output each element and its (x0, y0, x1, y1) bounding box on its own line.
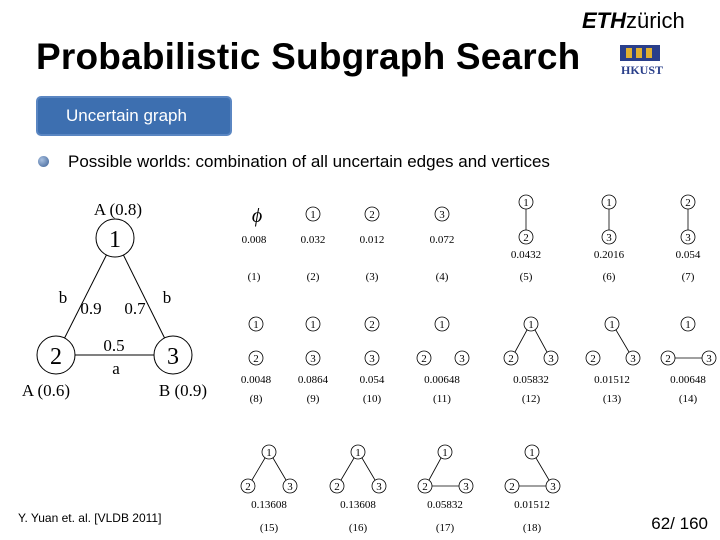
world-7-node-3-id: 3 (685, 232, 691, 244)
world-14-node-2-id: 2 (665, 353, 671, 365)
world-13-node-3-id: 3 (630, 353, 636, 365)
world-15-id: (15) (259, 522, 279, 534)
world-16-edge-1-3 (362, 458, 375, 480)
world-10-id: (10) (362, 393, 382, 405)
world-8-prob: 0.0048 (240, 374, 272, 386)
world-17-node-2-id: 2 (422, 481, 428, 493)
world-15-node-1-id: 1 (266, 447, 272, 459)
svg-text:HKUST: HKUST (620, 63, 664, 76)
world-4-prob: 0.072 (429, 234, 455, 246)
world-7-node-2-id: 2 (685, 197, 691, 209)
node-2-id: 2 (50, 344, 62, 370)
world-7-id: (7) (681, 271, 695, 283)
world-11-prob: 0.00648 (424, 374, 460, 386)
world-14-node-1-id: 1 (685, 319, 691, 331)
world-12-node-2-id: 2 (508, 353, 514, 365)
world-1-prob: 0.008 (241, 234, 267, 246)
citation: Y. Yuan et. al. [VLDB 2011] (18, 511, 162, 525)
bullet-text: Possible worlds: combination of all uncertain edges and vertices (68, 152, 550, 171)
world-3-node-2-id: 2 (369, 209, 375, 221)
world-7-prob: 0.054 (675, 249, 701, 261)
world-13-node-1-id: 1 (609, 319, 615, 331)
world-16-node-1-id: 1 (355, 447, 361, 459)
world-9-prob: 0.0864 (297, 374, 329, 386)
edge-1-3-prob: 0.7 (124, 299, 146, 318)
world-15-node-2-id: 2 (245, 481, 251, 493)
world-12-node-3-id: 3 (548, 353, 554, 365)
world-10-node-2-id: 2 (369, 319, 375, 331)
node-1-id: 1 (109, 227, 121, 253)
world-18-node-1-id: 1 (529, 447, 535, 459)
world-17-prob: 0.05832 (427, 499, 463, 511)
world-11-id: (11) (433, 393, 451, 405)
world-18-id: (18) (522, 522, 542, 534)
world-13-node-2-id: 2 (590, 353, 596, 365)
world-3-id: (3) (365, 271, 379, 283)
world-3-prob: 0.012 (359, 234, 385, 246)
world-6-id: (6) (602, 271, 616, 283)
world-2-node-1-id: 1 (310, 209, 316, 221)
world-13-prob: 0.01512 (594, 374, 630, 386)
world-5-node-2-id: 2 (523, 232, 529, 244)
world-8-node-2-id: 2 (253, 353, 259, 365)
world-11-node-1-id: 1 (439, 319, 445, 331)
world-17-id: (17) (435, 522, 455, 534)
world-18-node-2-id: 2 (509, 481, 515, 493)
world-12-node-1-id: 1 (528, 319, 534, 331)
node-3-id: 3 (167, 344, 179, 370)
world-15-prob: 0.13608 (251, 499, 287, 511)
world-18-edge-1-3 (536, 458, 549, 480)
world-5-prob: 0.0432 (510, 249, 542, 261)
world-15-edge-1-2 (252, 458, 265, 480)
slide-title: Probabilistic Subgraph Search (36, 36, 581, 77)
world-15-node-3-id: 3 (287, 481, 293, 493)
world-17-node-1-id: 1 (442, 447, 448, 459)
world-8-id: (8) (249, 393, 263, 405)
node-1-label: A (0.8) (93, 200, 143, 219)
world-10-node-3-id: 3 (369, 353, 375, 365)
world-5-id: (5) (519, 271, 533, 283)
world-16-edge-1-2 (341, 458, 354, 480)
world-12-prob: 0.05832 (513, 374, 549, 386)
world-1-id: (1) (247, 271, 261, 283)
world-14-node-3-id: 3 (706, 353, 712, 365)
world-17-edge-1-2 (429, 458, 441, 480)
world-12-edge-1-3 (535, 330, 547, 352)
world-2-id: (2) (306, 271, 320, 283)
node-2-label: A (0.6) (21, 381, 71, 400)
world-14-prob: 0.00648 (670, 374, 706, 386)
world-6-node-3-id: 3 (606, 232, 612, 244)
world-16-node-3-id: 3 (376, 481, 382, 493)
page-number: 62/ 160 (651, 514, 708, 533)
node-3-label: B (0.9) (158, 381, 208, 400)
world-18-node-3-id: 3 (550, 481, 556, 493)
world-12-id: (12) (521, 393, 541, 405)
edge-1-2-label: b (58, 288, 68, 307)
world-14-id: (14) (678, 393, 698, 405)
world-8-node-1-id: 1 (253, 319, 259, 331)
world-2-prob: 0.032 (300, 234, 326, 246)
edge-1-2-prob: 0.9 (80, 299, 102, 318)
world-10-prob: 0.054 (359, 374, 385, 386)
world-16-prob: 0.13608 (340, 499, 376, 511)
world-16-node-2-id: 2 (334, 481, 340, 493)
edge-2-3-prob: 0.5 (103, 336, 125, 355)
edge-1-3-label: b (162, 288, 172, 307)
world-9-node-1-id: 1 (310, 319, 316, 331)
world-13-edge-1-3 (616, 330, 629, 352)
section-tag: Uncertain graph (36, 96, 232, 136)
world-16-id: (16) (348, 522, 368, 534)
world-9-id: (9) (306, 393, 320, 405)
world-17-node-3-id: 3 (463, 481, 469, 493)
world-11-node-3-id: 3 (459, 353, 465, 365)
world-9-node-3-id: 3 (310, 353, 316, 365)
world-15-edge-1-3 (273, 458, 286, 480)
world-1-empty-symbol: ϕ (251, 205, 263, 227)
world-5-node-1-id: 1 (523, 197, 529, 209)
world-12-edge-1-2 (515, 330, 527, 352)
world-4-id: (4) (435, 271, 449, 283)
eth-zurich-logo: ETHzürich (582, 8, 685, 33)
world-11-node-2-id: 2 (421, 353, 427, 365)
world-18-prob: 0.01512 (514, 499, 550, 511)
edge-2-3-label: a (112, 359, 120, 378)
world-6-node-1-id: 1 (606, 197, 612, 209)
world-6-prob: 0.2016 (593, 249, 625, 261)
world-4-node-3-id: 3 (439, 209, 445, 221)
world-13-id: (13) (602, 393, 622, 405)
